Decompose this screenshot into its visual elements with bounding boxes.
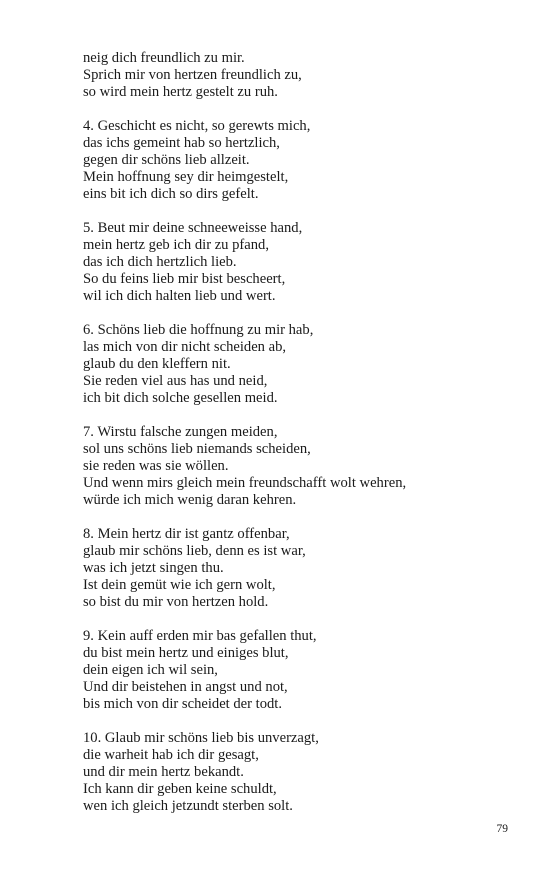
stanza-6 [83,322,523,407]
poem-line: sie reden was sie wöllen. [83,458,229,474]
poem-line: dein eigen ich wil sein, [83,662,218,678]
poem-line: glaub mir schöns lieb, denn es ist war, [83,543,306,559]
stanza-5 [83,220,523,305]
poem-line: was ich jetzt singen thu. [83,560,224,576]
poem-line: ich bit dich solche gesellen meid. [83,390,278,406]
poem-line: glaub du den kleffern nit. [83,356,231,372]
poem-line: Ist dein gemüt wie ich gern wolt, [83,577,276,593]
poem-line: So du feins lieb mir bist bescheert, [83,271,286,287]
poem-line: Und dir beistehen in angst und not, [83,679,288,695]
poem-line: wen ich gleich jetzundt sterben solt. [83,798,293,814]
poem-line: 4. Geschicht es nicht, so gerewts mich, [83,118,311,134]
poem-line: eins bit ich dich so dirs gefelt. [83,186,259,202]
stanza-9 [83,628,523,713]
stanza-7 [83,424,523,509]
poem-line: so wird mein hertz gestelt zu ruh. [83,84,278,100]
poem-line: so bist du mir von hertzen hold. [83,594,269,610]
poem-line: 7. Wirstu falsche zungen meiden, [83,424,278,440]
poem-line: würde ich mich wenig daran kehren. [83,492,297,508]
poem-line: 10. Glaub mir schöns lieb bis unverzagt, [83,730,319,746]
poem-line: das ichs gemeint hab so hertzlich, [83,135,280,151]
poem-line: und dir mein hertz bekandt. [83,764,244,780]
stanza-4 [83,118,523,203]
stanza-10 [83,730,523,815]
page-number: 79 [496,823,508,835]
poem-line: sol uns schöns lieb niemands scheiden, [83,441,311,457]
poem-line: 9. Kein auff erden mir bas gefallen thut, [83,628,317,644]
poem-line: 8. Mein hertz dir ist gantz offenbar, [83,526,290,542]
poem-line: du bist mein hertz und einiges blut, [83,645,289,661]
stanza-continuation [83,50,523,101]
poem-line: bis mich von dir scheidet der todt. [83,696,283,712]
poem-line: Ich kann dir geben keine schuldt, [83,781,277,797]
poem-line: die warheit hab ich dir gesagt, [83,747,259,763]
poem-line: wil ich dich halten lieb und wert. [83,288,276,304]
poem-line: las mich von dir nicht scheiden ab, [83,339,287,355]
poem-line: Sprich mir von hertzen freundlich zu, [83,67,302,83]
poem-line: gegen dir schöns lieb allzeit. [83,152,250,168]
poem-line: Mein hoffnung sey dir heimgestelt, [83,169,289,185]
stanza-8 [83,526,523,611]
poem-line: 5. Beut mir deine schneeweisse hand, [83,220,303,236]
poem-line: neig dich freundlich zu mir. [83,50,245,66]
poem-line: das ich dich hertzlich lieb. [83,254,237,270]
poem-line: Sie reden viel aus has und neid, [83,373,268,389]
poem-line: mein hertz geb ich dir zu pfand, [83,237,269,253]
poem-line: 6. Schöns lieb die hoffnung zu mir hab, [83,322,314,338]
poem-line: Und wenn mirs gleich mein freundschafft wolt wehren, [83,475,407,491]
poem-text [83,50,523,832]
